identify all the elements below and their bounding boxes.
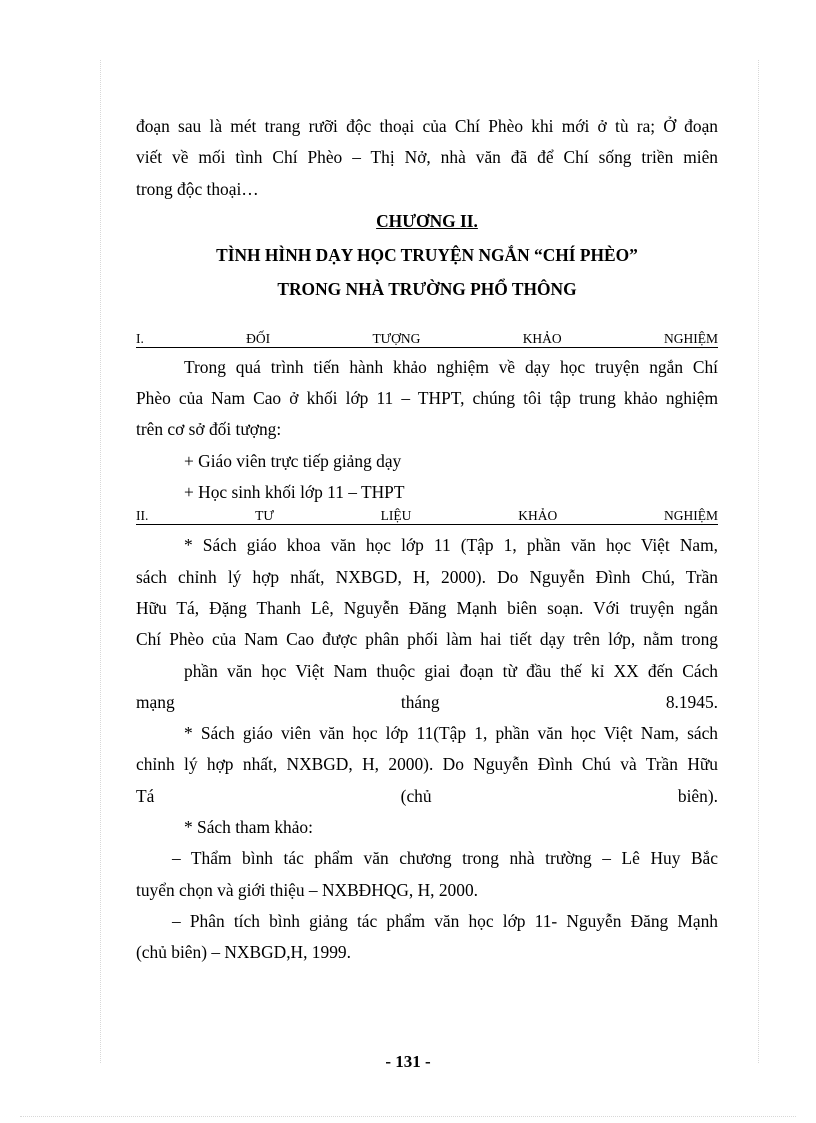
paragraph-line: phần văn học Việt Nam thuộc giai đoạn từ đầu thế kỉ XX đến Cách (184, 660, 718, 681)
section-heading-word: I. (136, 330, 144, 346)
paragraph-line (136, 781, 718, 812)
section-heading-word: II. (136, 508, 149, 524)
paragraph-line: chỉnh lý hợp nhất, NXBGD, H, 2000). Do Nguyễn Đình Chú và Trần Hữu (136, 754, 718, 775)
paragraph-line: trên cơ sở đối tượng: (136, 419, 282, 440)
chapter-label: CHƯƠNG II. (376, 210, 478, 231)
section-heading-word: LIỆU (380, 508, 412, 524)
section-heading-word: KHẢO (518, 508, 558, 524)
paragraph-line: Chí Phèo của Nam Cao được phân phối làm hai tiết dạy trên lớp, nằm trong (136, 629, 718, 650)
page-frame-bottom (20, 1116, 796, 1117)
list-item: + Giáo viên trực tiếp giảng dạy (184, 450, 402, 471)
reference-item: – Thẩm bình tác phẩm văn chương trong nhà trường – Lê Huy Bắc (172, 848, 718, 869)
list-item: + Học sinh khối lớp 11 – THPT (184, 482, 405, 503)
section-heading-word: NGHIỆM (663, 508, 718, 524)
paragraph-line: * Sách tham khảo: (184, 817, 313, 838)
paragraph-line: sách chỉnh lý hợp nhất, NXBGD, H, 2000). Do Nguyễn Đình Chú, Trần (136, 566, 718, 587)
intro-line: viết về mối tình Chí Phèo – Thị Nở, nhà văn đã để Chí sống triền miên (136, 147, 718, 168)
paragraph-line: Hữu Tá, Đặng Thanh Lê, Nguyễn Đăng Mạnh biên soạn. Với truyện ngắn (136, 597, 718, 618)
page-number: - 131 - (385, 1052, 431, 1071)
paragraph-line: * Sách giáo viên văn học lớp 11(Tập 1, phần văn học Việt Nam, sách (184, 723, 718, 744)
intro-line: đoạn sau là mét trang rưỡi độc thoại của Chí Phèo khi mới ở tù ra; Ở đoạn (136, 116, 718, 136)
reference-item: tuyển chọn và giới thiệu – NXBĐHQG, H, 2000. (136, 879, 478, 900)
paragraph-word: tháng (400, 691, 440, 712)
paragraph-word: 8.1945. (665, 691, 718, 712)
reference-item: – Phân tích bình giảng tác phẩm văn học lớp 11- Nguyễn Đăng Mạnh (172, 910, 718, 931)
section-heading-word: KHẢO (522, 330, 562, 346)
section-heading (136, 508, 718, 525)
page-frame-right (758, 60, 759, 1063)
paragraph-word: mạng (136, 691, 175, 712)
page-content (136, 111, 718, 969)
paragraph-word: Tá (136, 785, 155, 806)
intro-line: trong độc thoại… (136, 178, 259, 199)
chapter-title: TÌNH HÌNH DẠY HỌC TRUYỆN NGẮN “CHÍ PHÈO” (216, 244, 638, 265)
section-heading (136, 331, 718, 348)
paragraph-line: Trong quá trình tiến hành khảo nghiệm về dạy học truyện ngắn Chí (184, 356, 718, 377)
section-heading-word: TƯỢNG (372, 330, 421, 346)
section-heading-word: TƯ (255, 508, 274, 524)
reference-item: (chủ biên) – NXBGD,H, 1999. (136, 942, 351, 963)
paragraph-line: Phèo của Nam Cao ở khối lớp 11 – THPT, chúng tôi tập trung khảo nghiệm (136, 388, 718, 409)
paragraph-word: biên). (677, 785, 718, 806)
page-frame-left (100, 60, 101, 1063)
paragraph-word: (chủ (400, 785, 432, 806)
paragraph-line (136, 687, 718, 718)
section-heading-word: NGHIỆM (663, 330, 718, 346)
section-heading-word: ĐỐI (246, 330, 271, 346)
chapter-title: TRONG NHÀ TRƯỜNG PHỔ THÔNG (277, 278, 577, 299)
paragraph-line: * Sách giáo khoa văn học lớp 11 (Tập 1, phần văn học Việt Nam, (184, 535, 718, 556)
